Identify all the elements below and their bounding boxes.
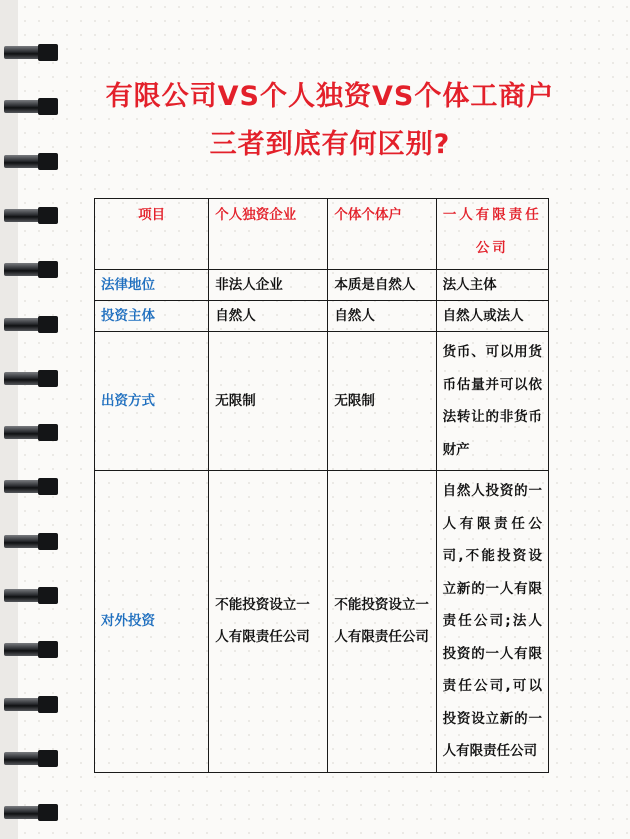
binding-ring <box>4 639 58 659</box>
binding-ring <box>4 802 58 822</box>
table-cell: 自然人或法人 <box>436 301 548 332</box>
binding-ring <box>4 259 58 279</box>
spiral-binding <box>0 0 60 839</box>
header-one-person-company: 一人有限责任公司 <box>436 199 548 270</box>
table-cell: 本质是自然人 <box>328 270 436 301</box>
table-cell: 非法人企业 <box>209 270 328 301</box>
header-item: 项目 <box>95 199 209 270</box>
cell-text: 不能投资设立一人有限责任公司 <box>215 596 310 646</box>
binding-ring <box>4 476 58 496</box>
page-subtitle: 三者到底有何区别? <box>209 129 451 160</box>
row-label: 投资主体 <box>95 301 209 332</box>
table-row <box>95 332 549 471</box>
binding-ring <box>4 422 58 442</box>
cell-text: 自然人投资的一人有限责任公司,不能投资设立新的一人有限责任公司;法人投资的一人有限责任公司,可以投资设立新的一人有限责任公司 <box>442 483 542 759</box>
row-label: 对外投资 <box>95 471 209 773</box>
table-cell: 自然人 <box>328 301 436 332</box>
binding-ring <box>4 151 58 171</box>
table-row <box>95 471 549 773</box>
table-cell <box>328 471 436 773</box>
cell-text: 不能投资设立一人有限责任公司 <box>334 596 429 646</box>
table-cell <box>209 471 328 773</box>
binding-ring <box>4 368 58 388</box>
binding-ring <box>4 694 58 714</box>
binding-ring <box>4 42 58 62</box>
binding-ring <box>4 96 58 116</box>
binding-ring <box>4 585 58 605</box>
cell-text: 货币、可以用货币估量并可以依法转让的非货币财产 <box>442 344 542 458</box>
table-row <box>95 270 549 301</box>
table-cell <box>436 471 548 773</box>
header-sole-proprietorship: 个人独资企业 <box>209 199 328 270</box>
table-header-row <box>95 199 549 270</box>
binding-ring <box>4 314 58 334</box>
table-cell <box>436 332 548 471</box>
binding-ring <box>4 531 58 551</box>
comparison-table <box>94 198 549 773</box>
row-label: 法律地位 <box>95 270 209 301</box>
page-title: 有限公司VS个人独资VS个体工商户 <box>105 81 555 112</box>
table-cell: 无限制 <box>328 332 436 471</box>
table-cell: 自然人 <box>209 301 328 332</box>
header-individual-business: 个体个体户 <box>328 199 436 270</box>
table-cell: 无限制 <box>209 332 328 471</box>
binding-ring <box>4 748 58 768</box>
binding-ring <box>4 205 58 225</box>
table-cell: 法人主体 <box>436 270 548 301</box>
row-label: 出资方式 <box>95 332 209 471</box>
table-row <box>95 301 549 332</box>
